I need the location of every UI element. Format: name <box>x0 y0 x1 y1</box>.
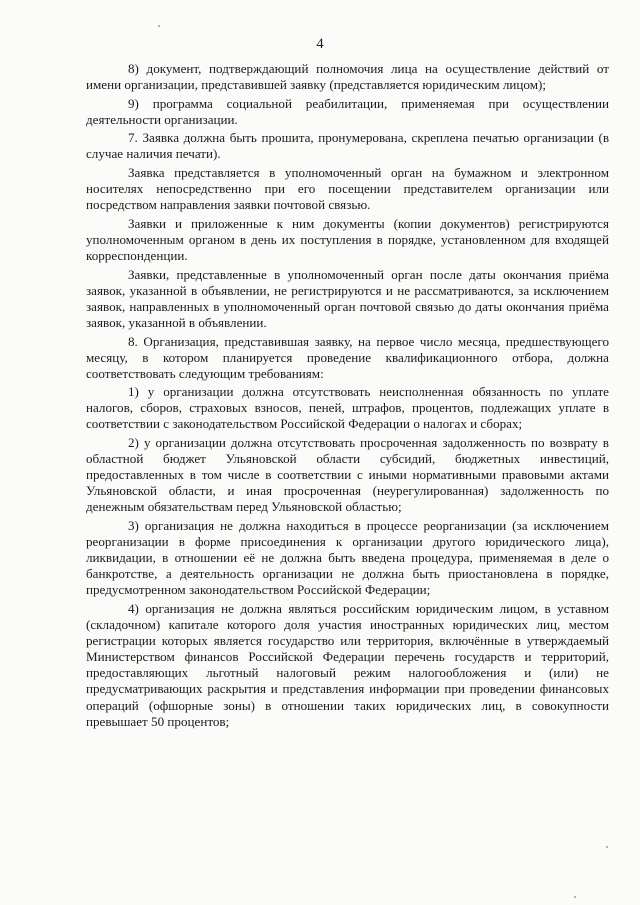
scan-speck <box>606 846 608 848</box>
paragraph-item-9-program: 9) программа социальной реабилитации, применяемая при осуществлении деятельности организации. <box>86 95 609 127</box>
paragraph-item-8-document: 8) документ, подтверждающий полномочия лица на осуществление действий от имени организации, представившей заявку (представляется юридическим лицом); <box>86 61 609 93</box>
paragraph-requirement-3: 3) организация не должна находиться в процессе реорганизации (за исключением реорганизации в форме присоединения к организации другого юридического лица), ликвидации, в отношении её не должна быть введена процедура, применяемая в деле о банкротстве, а деятельность организации не должна быть приостановлена в порядке, предусмотренном законодательством Российской Федерации; <box>86 518 609 598</box>
paragraph-requirement-4: 4) организация не должна являться российским юридическим лицом, в уставном (складочном) капитале которого доля участия иностранных юридических лиц, местом регистрации которых является государство или территория, включённые в утверждаемый Министерством финансов Российской Федерации перечень государств и территорий, предоставляющих льготный налоговый режим налогообложения и (или) не предусматривающих раскрытия и представления информации при проведении финансовых операций (офшорные зоны) в отношении таких юридических лиц, в совокупности превышает 50 процентов; <box>86 601 609 729</box>
document-body <box>86 61 609 732</box>
paragraph-late-applications: Заявки, представленные в уполномоченный орган после даты окончания приёма заявок, указанной в объявлении, не регистрируются и не рассматриваются, за исключением заявок, направленных в уполномоченный орган почтовой связью до даты окончания приёма заявок, указанной в объявлении. <box>86 266 609 330</box>
scan-speck <box>158 25 160 27</box>
paragraph-clause-8: 8. Организация, представившая заявку, на первое число месяца, предшествующего месяцу, в котором планируется проведение квалификационного отбора, должна соответствовать следующим требованиям: <box>86 333 609 381</box>
paragraph-registration: Заявки и приложенные к ним документы (копии документов) регистрируются уполномоченным органом в день их поступления в порядке, установленном для входящей корреспонденции. <box>86 215 609 264</box>
paragraph-requirement-2: 2) у организации должна отсутствовать просроченная задолженность по возврату в областной бюджет Ульяновской области субсидий, бюджетных инвестиций, предоставленных в том числе в соответствии с иными нормативными правовыми актами Ульяновской области, и иная просроченная (неурегулированная) задолженность по денежным обязательствам перед Ульяновской областью; <box>86 435 609 515</box>
scan-speck <box>574 896 576 898</box>
page-number: 4 <box>316 36 324 52</box>
paragraph-requirement-1: 1) у организации должна отсутствовать неисполненная обязанность по уплате налогов, сборов, страховых взносов, пеней, штрафов, процентов, подлежащих уплате в соответствии с законодательством Российской Федерации о налогах и сборах; <box>86 384 609 432</box>
paragraph-clause-7: 7. Заявка должна быть прошита, пронумерована, скреплена печатью организации (в случае наличия печати). <box>86 130 609 162</box>
paragraph-submission: Заявка представляется в уполномоченный орган на бумажном и электронном носителях непосредственно при его посещении представителем организации или посредством направления заявки почтовой связью. <box>86 165 609 213</box>
